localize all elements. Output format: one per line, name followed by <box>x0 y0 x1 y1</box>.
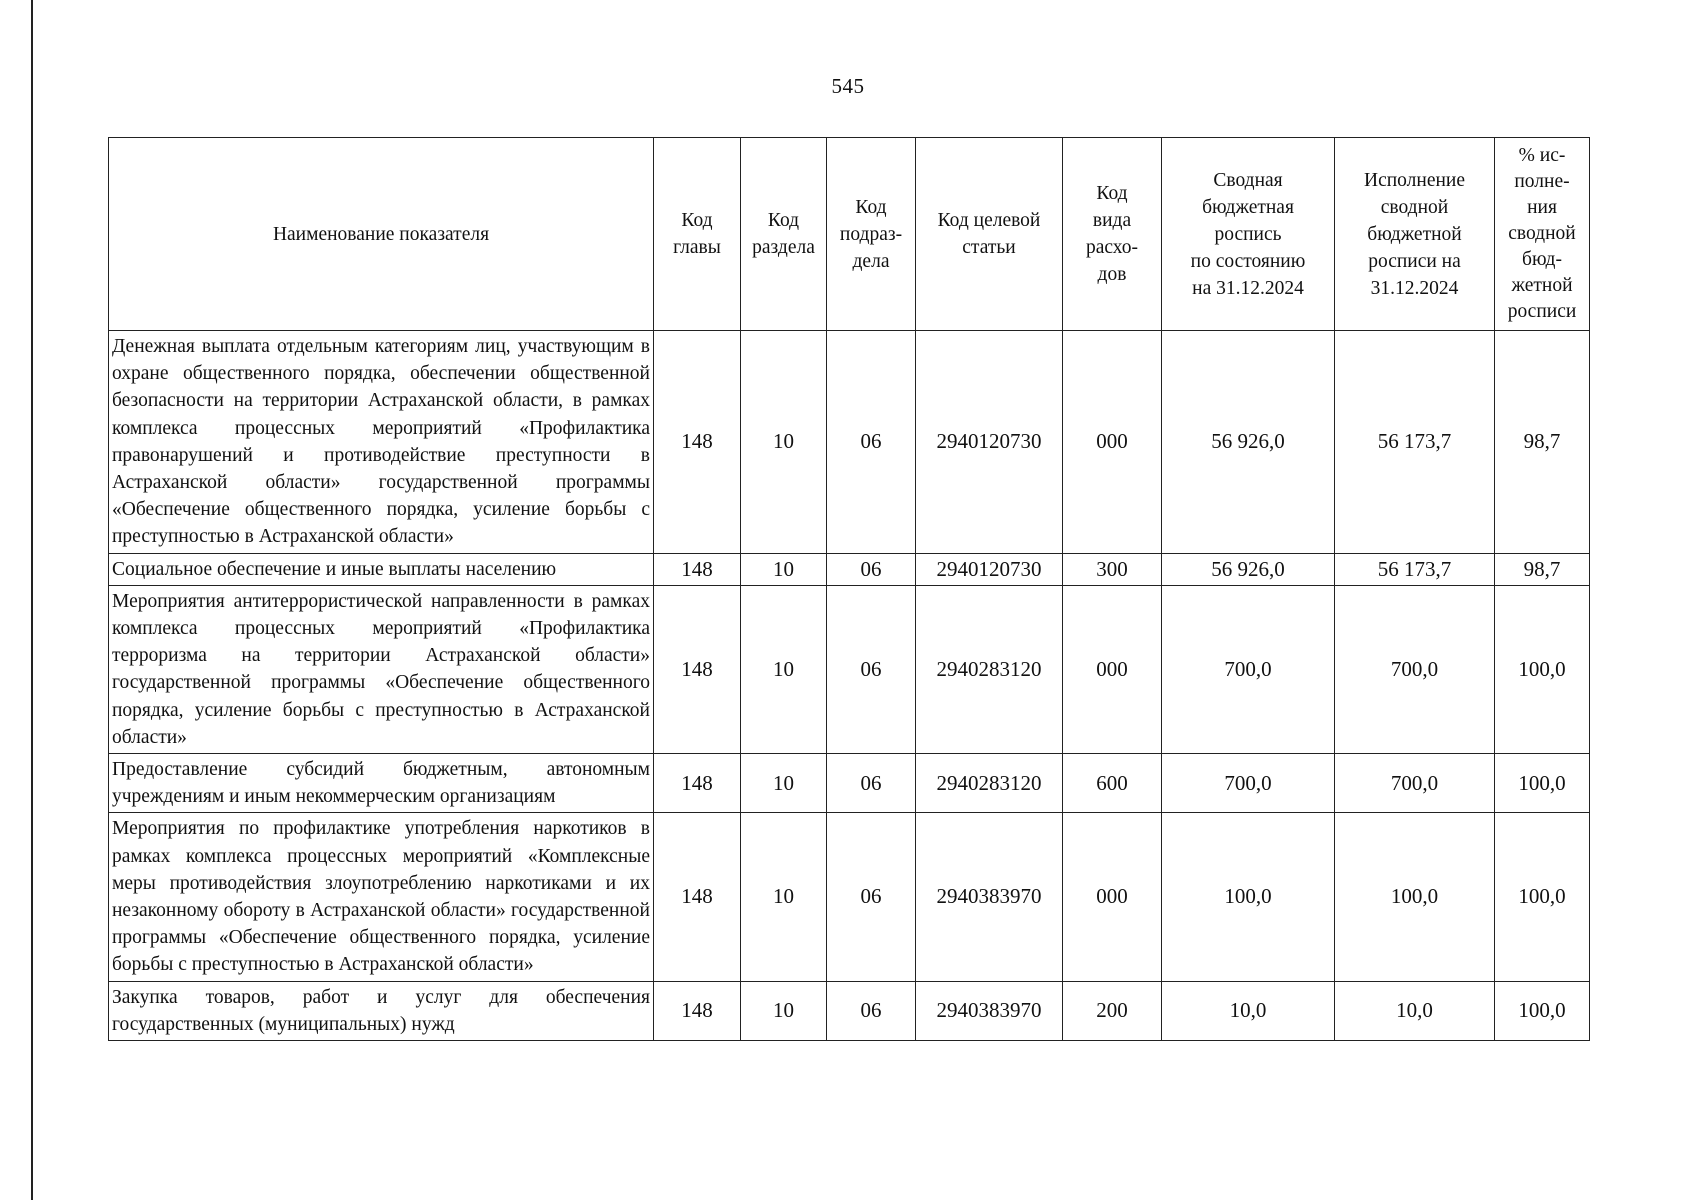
row-section-code: 10 <box>741 331 827 554</box>
row-section-code: 10 <box>741 585 827 753</box>
row-budget-execution: 10,0 <box>1335 981 1495 1040</box>
row-chapter-code: 148 <box>654 981 741 1040</box>
row-budget-plan: 700,0 <box>1162 585 1335 753</box>
header-expense-type-code: Код вида расхо- дов <box>1063 138 1162 331</box>
header-budget-plan: Сводная бюджетная роспись по состоянию на 31.12.2024 <box>1162 138 1335 331</box>
row-target-code: 2940383970 <box>916 813 1063 981</box>
header-chapter-code: Код главы <box>654 138 741 331</box>
row-execution-percent: 100,0 <box>1495 754 1590 813</box>
row-expense-type-code: 200 <box>1063 981 1162 1040</box>
binding-edge-line <box>31 0 33 1200</box>
header-subsection-code: Код подраз- дела <box>827 138 916 331</box>
row-indicator-name: Закупка товаров, работ и услуг для обеспечения государственных (муниципальных) нужд <box>109 981 654 1040</box>
row-budget-plan: 10,0 <box>1162 981 1335 1040</box>
row-execution-percent: 100,0 <box>1495 981 1590 1040</box>
row-budget-execution: 56 173,7 <box>1335 553 1495 585</box>
row-indicator-name: Социальное обеспечение и иные выплаты населению <box>109 553 654 585</box>
row-budget-execution: 700,0 <box>1335 754 1495 813</box>
header-section-code: Код раздела <box>741 138 827 331</box>
row-budget-plan: 56 926,0 <box>1162 553 1335 585</box>
row-chapter-code: 148 <box>654 553 741 585</box>
header-target-code: Код целевой статьи <box>916 138 1063 331</box>
row-expense-type-code: 600 <box>1063 754 1162 813</box>
row-expense-type-code: 000 <box>1063 585 1162 753</box>
row-section-code: 10 <box>741 754 827 813</box>
row-expense-type-code: 300 <box>1063 553 1162 585</box>
row-execution-percent: 100,0 <box>1495 813 1590 981</box>
table-row <box>109 981 1590 1040</box>
row-indicator-name: Предоставление субсидий бюджетным, автономным учреждениям и иным некоммерческим организациям <box>109 754 654 813</box>
row-target-code: 2940383970 <box>916 981 1063 1040</box>
row-budget-execution: 56 173,7 <box>1335 331 1495 554</box>
header-execution-percent: % ис- полне- ния сводной бюд- жетной росписи <box>1495 138 1590 331</box>
row-budget-execution: 100,0 <box>1335 813 1495 981</box>
row-chapter-code: 148 <box>654 754 741 813</box>
row-target-code: 2940283120 <box>916 585 1063 753</box>
row-subsection-code: 06 <box>827 981 916 1040</box>
row-section-code: 10 <box>741 813 827 981</box>
table-row <box>109 813 1590 981</box>
row-expense-type-code: 000 <box>1063 331 1162 554</box>
row-subsection-code: 06 <box>827 585 916 753</box>
row-target-code: 2940120730 <box>916 331 1063 554</box>
row-subsection-code: 06 <box>827 813 916 981</box>
row-expense-type-code: 000 <box>1063 813 1162 981</box>
row-chapter-code: 148 <box>654 331 741 554</box>
row-target-code: 2940120730 <box>916 553 1063 585</box>
row-indicator-name: Денежная выплата отдельным категориям лиц, участвующим в охране общественного порядка, обеспечении общественной безопасности на территории Астраханской области, в рамках комплекса процессных мероприятий «Профилактика правонарушений и противодействие преступности в Астраханской области» государственной программы «Обеспечение общественного порядка, усиление борьбы с преступностью в Астраханской области» <box>109 331 654 554</box>
row-budget-plan: 56 926,0 <box>1162 331 1335 554</box>
row-subsection-code: 06 <box>827 553 916 585</box>
table-row <box>109 553 1590 585</box>
table-row <box>109 585 1590 753</box>
row-chapter-code: 148 <box>654 585 741 753</box>
row-budget-execution: 700,0 <box>1335 585 1495 753</box>
table-row <box>109 754 1590 813</box>
row-execution-percent: 98,7 <box>1495 331 1590 554</box>
row-execution-percent: 98,7 <box>1495 553 1590 585</box>
row-indicator-name: Мероприятия по профилактике употребления наркотиков в рамках комплекса процессных мероприятий «Комплексные меры противодействия злоупотреблению наркотиками и их незаконному обороту в Астраханской области» государственной программы «Обеспечение общественного порядка, усиление борьбы с преступностью в Астраханской области» <box>109 813 654 981</box>
row-section-code: 10 <box>741 981 827 1040</box>
row-execution-percent: 100,0 <box>1495 585 1590 753</box>
row-budget-plan: 100,0 <box>1162 813 1335 981</box>
header-row <box>109 138 1590 331</box>
row-budget-plan: 700,0 <box>1162 754 1335 813</box>
budget-execution-table <box>108 137 1590 1041</box>
header-budget-execution: Исполнение сводной бюджетной росписи на 31.12.2024 <box>1335 138 1495 331</box>
row-chapter-code: 148 <box>654 813 741 981</box>
row-subsection-code: 06 <box>827 331 916 554</box>
header-indicator-name: Наименование показателя <box>109 138 654 331</box>
table-row <box>109 331 1590 554</box>
row-section-code: 10 <box>741 553 827 585</box>
row-subsection-code: 06 <box>827 754 916 813</box>
row-indicator-name: Мероприятия антитеррористической направленности в рамках комплекса процессных мероприятий «Профилактика терроризма на территории Астраханской области» государственной программы «Обеспечение общественного порядка, усиление борьбы с преступностью в Астраханской области» <box>109 585 654 753</box>
row-target-code: 2940283120 <box>916 754 1063 813</box>
page-number: 545 <box>831 74 865 98</box>
